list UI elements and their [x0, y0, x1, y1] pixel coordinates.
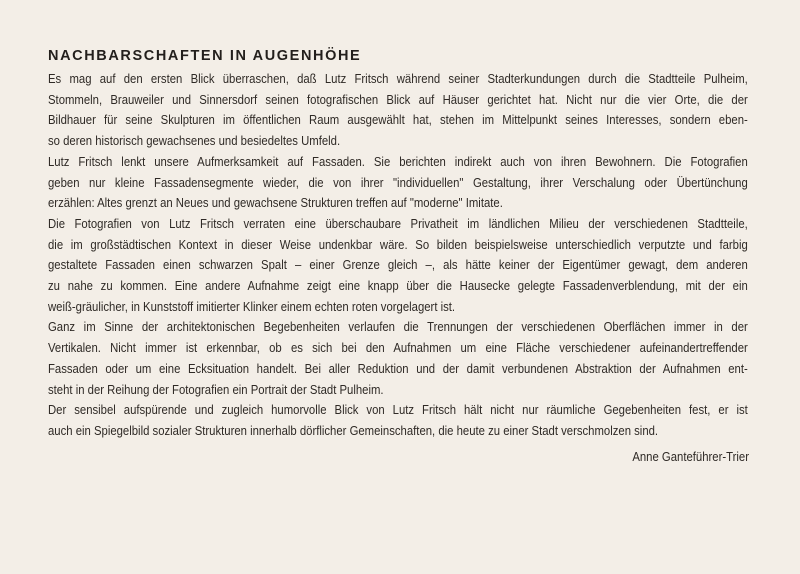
text-line: Bildhauer für seine Skulpturen im öffentlichen Raum ausgewählt hat, stehen im Mittelpunkt seines Interesses, sondern eben-	[48, 112, 748, 128]
text-line: Die Fotografien von Lutz Fritsch verraten eine überschaubare Privatheit im ländlichen Milieu der verschiedenen Stadtteile,	[48, 215, 748, 231]
essay	[48, 46, 748, 467]
essay-heading: NACHBARSCHAFTEN IN AUGENHÖHE	[48, 48, 362, 64]
text-line: auch ein Spiegelbild sozialer Strukturen innerhalb dörflicher Gemeinschaften, die heute zu einer Stadt verschmolzen sind.	[48, 422, 659, 438]
text-line: Stommeln, Brauweiler und Sinnersdorf seinen fotografischen Blick auf Häuser gerichtet hat. Nicht nur die vier Orte, die der	[48, 91, 748, 107]
paragraph-4	[48, 317, 748, 400]
text-line: gestaltete Fassaden einen schwarzen Spalt – einer Grenze gleich –, als hätte keiner der Eigentümer gewagt, dem anderen	[48, 257, 748, 273]
text-line: geben nur kleine Fassadensegmente wieder, die von ihrer "individuellen" Gestaltung, ihrer Verschalung oder Übertünchung	[48, 174, 748, 190]
text-line: Fassaden oder um eine Ecksituation handelt. Bei aller Reduktion und der damit verbundenen Abstraktion der Aufnahmen ent-	[48, 360, 748, 376]
text-line: Lutz Fritsch lenkt unsere Aufmerksamkeit auf Fassaden. Sie berichten indirekt auch von ihren Bewohnern. Die Fotografien	[48, 153, 748, 169]
text-line: Der sensibel aufspürende und zugleich humorvolle Blick von Lutz Fritsch hält nicht nur räumliche Gegebenheiten fest, er ist	[48, 402, 748, 418]
text-line: Vertikalen. Nicht immer ist erkennbar, ob es sich bei den Aufnahmen um eine Fläche verschiedener aufeinandertreffender	[48, 340, 748, 356]
paragraph-1	[48, 69, 748, 152]
paragraph-5	[48, 400, 748, 441]
text-line: weiß-gräulicher, in Kunststoff imitierter Klinker einem echten roten vorgelagert ist.	[48, 298, 456, 314]
author-signature: Anne Ganteführer-Trier	[632, 448, 749, 464]
text-line: Es mag auf den ersten Blick überraschen, daß Lutz Fritsch während seiner Stadterkundungen durch die Stadtteile Pulheim,	[48, 71, 748, 86]
text-line: die im großstädtischen Kontext in dieser Weise undenkbar wäre. So bilden beispielsweise unterschiedlich verputzte und farbig	[48, 236, 748, 252]
paragraph-3	[48, 214, 748, 318]
text-line: erzählen: Altes grenzt an Neues und gewachsene Strukturen treffen auf "moderne" Imitate.	[48, 195, 503, 211]
text-line: zu nahe zu kommen. Eine andere Aufnahme zeigt eine knapp über die Hausecke gelegte Fassadenverblendung, mit der ein	[48, 278, 748, 294]
paragraph-2	[48, 152, 748, 214]
text-line: steht in der Reihung der Fotografien ein Portrait der Stadt Pulheim.	[48, 381, 384, 397]
text-line: Ganz im Sinne der architektonischen Begebenheiten verlaufen die Trennungen der verschiedenen Oberflächen immer in der	[48, 319, 748, 335]
text-line: so deren historisch gewachsenes und besiedeltes Umfeld.	[48, 133, 341, 149]
